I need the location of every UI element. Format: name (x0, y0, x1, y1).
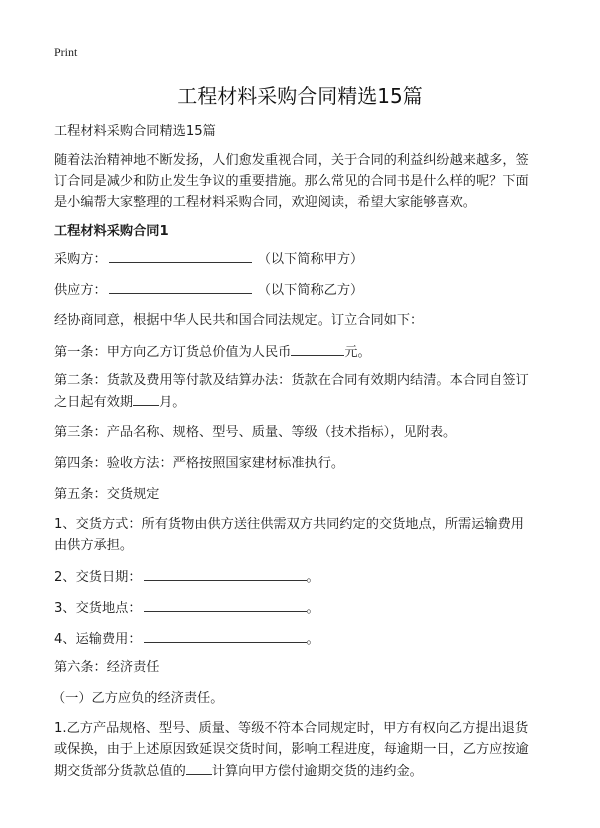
article-2-line (54, 391, 550, 413)
transport-cost-label: 4、运输费用： (54, 632, 142, 647)
delivery-item-1-line: 1、交货方式：所有货物由供方送往供需双方共同约定的交货地点，所需运输费用 (54, 517, 524, 532)
article-2-suffix: 月。 (159, 395, 186, 410)
article-2-prefix: 之日起有效期 (54, 395, 134, 410)
article-1-prefix: 第一条：甲方向乙方订货总价值为人民币 (54, 345, 292, 360)
price-blank-field[interactable] (291, 341, 344, 356)
liability-item-1-line (54, 760, 550, 782)
intro-line: 订合同是减少和防止发生争议的重要措施。那么常见的合同书是什么样的呢？下面 (54, 174, 529, 189)
supplier-label: 供应方： (54, 283, 107, 298)
penalty-rate-blank-field[interactable] (186, 760, 212, 775)
buyer-blank-field[interactable] (109, 248, 252, 263)
liability-suffix: 计算向甲方偿付逾期交货的违约金。 (211, 764, 423, 779)
intro-line: 是小编帮大家整理的工程材料采购合同，欢迎阅读，希望大家能够喜欢。 (54, 195, 476, 210)
document-subtitle: 工程材料采购合同精选15篇 (54, 124, 216, 139)
intro-line: 随着法治精神地不断发扬，人们愈发重视合同，关于合同的利益纠纷越来越多，签 (54, 153, 529, 168)
supplier-suffix: （以下简称乙方） (257, 283, 364, 298)
end-mark: 。 (306, 632, 320, 647)
article-1 (54, 341, 550, 363)
supplier-line (54, 279, 550, 301)
article-4: 第四条：验收方法：严格按照国家建材标准执行。 (54, 456, 345, 471)
buyer-suffix: （以下简称甲方） (257, 252, 364, 267)
article-2-line: 第二条：货款及费用等付款及结算办法：货款在合同有效期内结清。本合同自签订 (54, 373, 529, 388)
delivery-item-4 (54, 628, 550, 650)
transport-cost-blank-field[interactable] (144, 628, 307, 643)
delivery-date-blank-field[interactable] (144, 566, 307, 581)
print-label: Print (54, 45, 78, 59)
liability-item-1-line: 或保换，由于上述原因致延误交货时间，影响工程进度，每逾期一日，乙方应按逾 (54, 742, 529, 757)
supplier-blank-field[interactable] (109, 279, 252, 294)
agreement-text: 经协商同意，根据中华人民共和国合同法规定。订立合同如下： (54, 313, 424, 328)
buyer-line (54, 248, 550, 270)
section-heading: 工程材料采购合同1 (54, 224, 169, 239)
delivery-item-2 (54, 566, 550, 588)
delivery-place-label: 3、交货地点： (54, 601, 142, 616)
article-6: 第六条：经济责任 (54, 660, 160, 675)
page-title: 工程材料采购合同精选15篇 (177, 84, 423, 108)
liability-prefix: 期交货部分货款总值的 (54, 764, 186, 779)
end-mark: 。 (306, 570, 320, 585)
buyer-label: 采购方： (54, 252, 107, 267)
liability-a: （一）乙方应负的经济责任。 (52, 691, 224, 706)
validity-blank-field[interactable] (133, 391, 159, 406)
end-mark: 。 (306, 601, 320, 616)
delivery-place-blank-field[interactable] (144, 597, 307, 612)
delivery-date-label: 2、交货日期： (54, 570, 142, 585)
article-1-suffix: 元。 (344, 345, 371, 360)
article-3: 第三条：产品名称、规格、型号、质量、等级（技术指标），见附表。 (54, 425, 457, 440)
delivery-item-1-line: 由供方承担。 (54, 538, 134, 553)
article-5: 第五条：交货规定 (54, 487, 160, 502)
delivery-item-3 (54, 597, 550, 619)
liability-item-1-line: 1.乙方产品规格、型号、质量、等级不符本合同规定时，甲方有权向乙方提出退货 (54, 721, 529, 736)
